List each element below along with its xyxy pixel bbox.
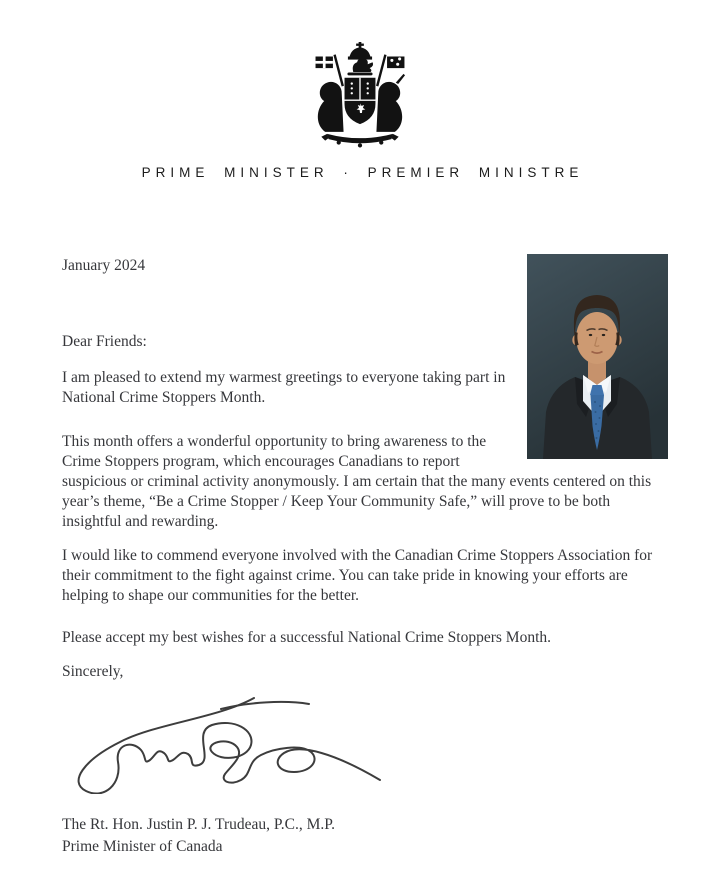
- paragraph-commendation: I would like to commend everyone involved with the Canadian Crime Stoppers Association for their commitment to the fight against crime. You can take pride in knowing your efforts are helping to shape our communities for the better.: [62, 547, 653, 605]
- signatory-name: The Rt. Hon. Justin P. J. Trudeau, P.C., M.P.: [62, 816, 336, 834]
- paragraph-awareness: This month offers a wonderful opportunity to bring awareness to the Crime Stoppers program, which encourages Canadians to report suspicious or criminal activity anonymously. I am certain that the many events centered on this year’s theme, “Be a Crime Stopper / Keep Your Community Safe,” will prove to be both insightful and rewarding.: [62, 433, 652, 531]
- letter-body: [0, 182, 720, 858]
- prime-minister-portrait-photo: [527, 254, 668, 459]
- signatory-title: Prime Minister of Canada: [62, 838, 223, 856]
- paragraph-best-wishes: Please accept my best wishes for a successful National Crime Stoppers Month.: [62, 629, 551, 647]
- salutation: Dear Friends:: [62, 333, 147, 351]
- letter-date: January 2024: [62, 257, 146, 275]
- closing: Sincerely,: [62, 663, 124, 681]
- handwritten-signature: [58, 692, 655, 794]
- canada-coat-of-arms-icon: [302, 42, 418, 148]
- letterhead-title: PRIME MINISTER · PREMIER MINISTRE: [141, 165, 584, 181]
- paragraph-greeting: I am pleased to extend my warmest greetings to everyone taking part in National Crime Stoppers Month.: [62, 369, 506, 407]
- letterhead: [0, 0, 720, 182]
